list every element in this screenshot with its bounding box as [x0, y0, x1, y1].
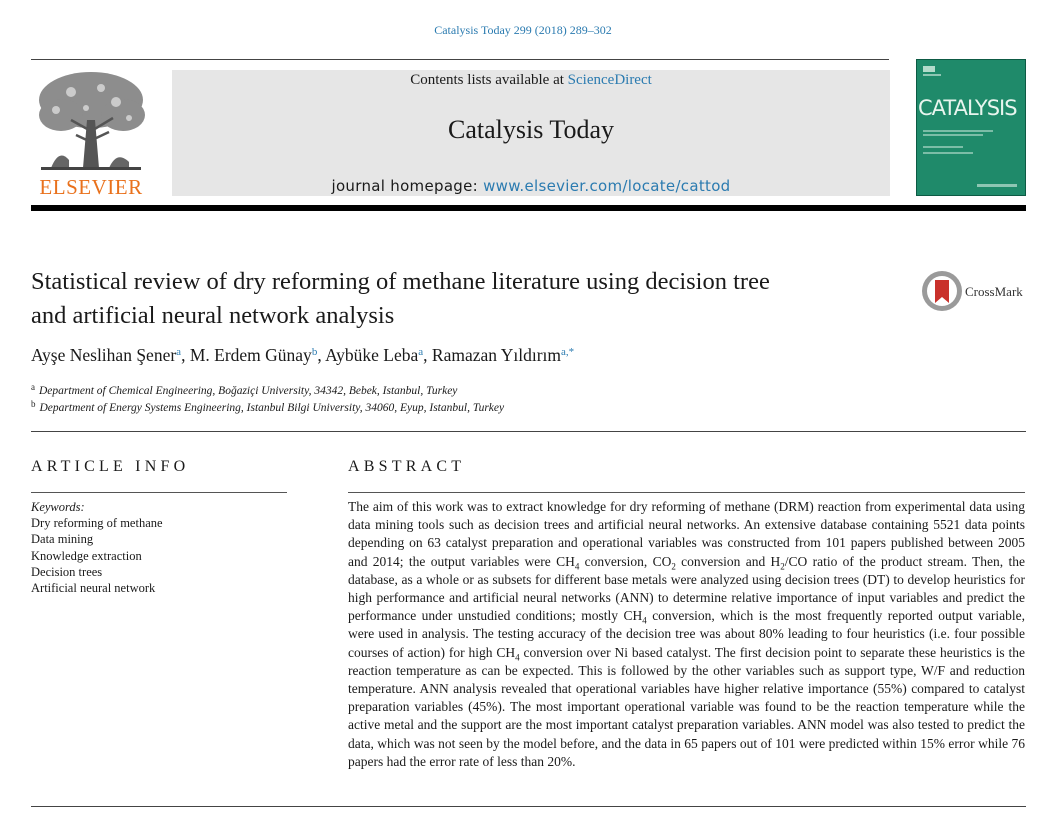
author-affiliation-marker[interactable]: a	[418, 346, 424, 358]
author-affiliation-marker[interactable]: a	[176, 346, 182, 358]
subscript: 4	[642, 615, 647, 626]
author-name[interactable]: Aybüke Leba	[325, 345, 419, 365]
cover-artwork	[917, 60, 1026, 196]
affiliation-marker: a	[31, 382, 35, 392]
affiliation-text: Department of Chemical Engineering, Boğaziçi University, 34342, Bebek, Istanbul, Turkey	[39, 385, 458, 397]
author-name[interactable]: Ramazan Yıldırım	[431, 345, 562, 365]
subscript: 4	[515, 652, 520, 663]
keyword: Data mining	[31, 532, 94, 546]
abstract-rule	[348, 492, 1025, 493]
author-name[interactable]: M. Erdem Günay	[189, 345, 312, 365]
contents-prefix: Contents lists available at	[410, 72, 568, 88]
homepage-prefix: journal homepage:	[331, 177, 484, 195]
abstract-text-run: The aim of this work was to extract knowledge for dry reforming of methane (DRM) reaction from experimental data using data mining tools such as decision trees and artificial neural networks. An extensive database containing 5521 data points depending on 63 catalyst preparation and operational variables was constructed from 101 papers published between 2005 and 2014; the output variables were CH	[348, 499, 1025, 569]
abstract-heading: ABSTRACT	[348, 458, 466, 475]
abstract-text-run: conversion, CO	[579, 553, 672, 569]
article-title-line-1: Statistical review of dry reforming of methane literature using decision tree	[31, 268, 770, 295]
article-info-rule	[31, 492, 287, 493]
keyword: Dry reforming of methane	[31, 516, 163, 530]
crossmark-label[interactable]: CrossMark	[965, 284, 1023, 299]
article-info-heading: ARTICLE INFO	[31, 458, 190, 475]
author-list: Ayşe Neslihan Şener$^a$, M. Erdem Günay$^b$, Aybüke Leba$^a$, Ramazan Yıldırım$^{a,*}$	[31, 345, 575, 365]
contents-line	[172, 72, 890, 89]
affiliation-text: Department of Energy Systems Engineering, Istanbul Bilgi University, 34060, Eyup, Istanbul, Turkey	[39, 402, 505, 414]
abstract-body	[348, 498, 1025, 771]
homepage-link[interactable]: www.elsevier.com/locate/cattod	[483, 177, 731, 195]
homepage-line	[172, 177, 890, 195]
abstract-text-run: conversion, which is the most frequently reported output variable, were used in analysis. The testing accuracy of the decision tree was about 80% leading to four heuristics (i.e. four possible courses of action) for high CH	[348, 608, 1025, 660]
article-title	[31, 265, 911, 333]
subscript: 4	[574, 561, 580, 572]
subscript: 2	[780, 561, 785, 572]
journal-cover-thumbnail[interactable]	[916, 59, 1026, 196]
keyword: Knowledge extraction	[31, 549, 142, 563]
header-thick-rule	[31, 205, 1026, 211]
author-name[interactable]: Ayşe Neslihan Şener	[31, 345, 177, 365]
subscript: 2	[671, 561, 676, 572]
author-affiliation-marker[interactable]: a,*	[561, 346, 575, 358]
journal-title: Catalysis Today	[448, 115, 614, 144]
crossmark-icon[interactable]	[921, 270, 963, 312]
affiliation-marker: b	[31, 399, 36, 409]
journal-reference[interactable]: Catalysis Today 299 (2018) 289–302	[434, 23, 612, 37]
header-top-rule	[31, 59, 889, 60]
keyword: Artificial neural network	[31, 581, 156, 595]
elsevier-wordmark: ELSEVIER	[39, 175, 143, 199]
abstract-text-run: conversion and H	[675, 553, 781, 569]
sciencedirect-link[interactable]: ScienceDirect	[567, 72, 652, 88]
affiliation-a	[31, 382, 457, 397]
article-title-line-2: and artificial neural network analysis	[31, 302, 395, 329]
bottom-rule	[31, 806, 1026, 807]
keyword: Decision trees	[31, 565, 103, 579]
affiliation-b	[31, 399, 504, 414]
section-divider	[31, 431, 1026, 432]
keywords-label: Keywords:	[31, 500, 85, 514]
cover-title: CATALYSIS	[918, 96, 1017, 120]
abstract-text-run: /CO ratio of the product stream. Then, the database, as a whole or as subsets for different base metals were analyzed using decision trees (DT) to develop heuristics for high performance and artificial neural networks (ANN) to determine relative importance of input variables and predict the performance under unstudied conditions; mostly CH	[348, 553, 1025, 624]
author-affiliation-marker[interactable]: b	[311, 346, 318, 358]
abstract-text-run: conversion over Ni based catalyst. The first decision point to separate these heuristics is the reaction temperature as can be expected. This is followed by the other variables such as support type, W/F and reduction temperature. ANN analysis revealed that operational variables have higher relative importance (55%) compared to catalyst preparation variables (45%). The most important operational variable was found to be the reaction temperature while the active metal and the support are the most important catalyst preparation variables. ANN model was also tested to predict the data, which was not seen by the model before, and the data in 65 papers out of 101 were predicted within 15% error while 76 papers had the error rate of less than 20%.	[348, 644, 1025, 769]
